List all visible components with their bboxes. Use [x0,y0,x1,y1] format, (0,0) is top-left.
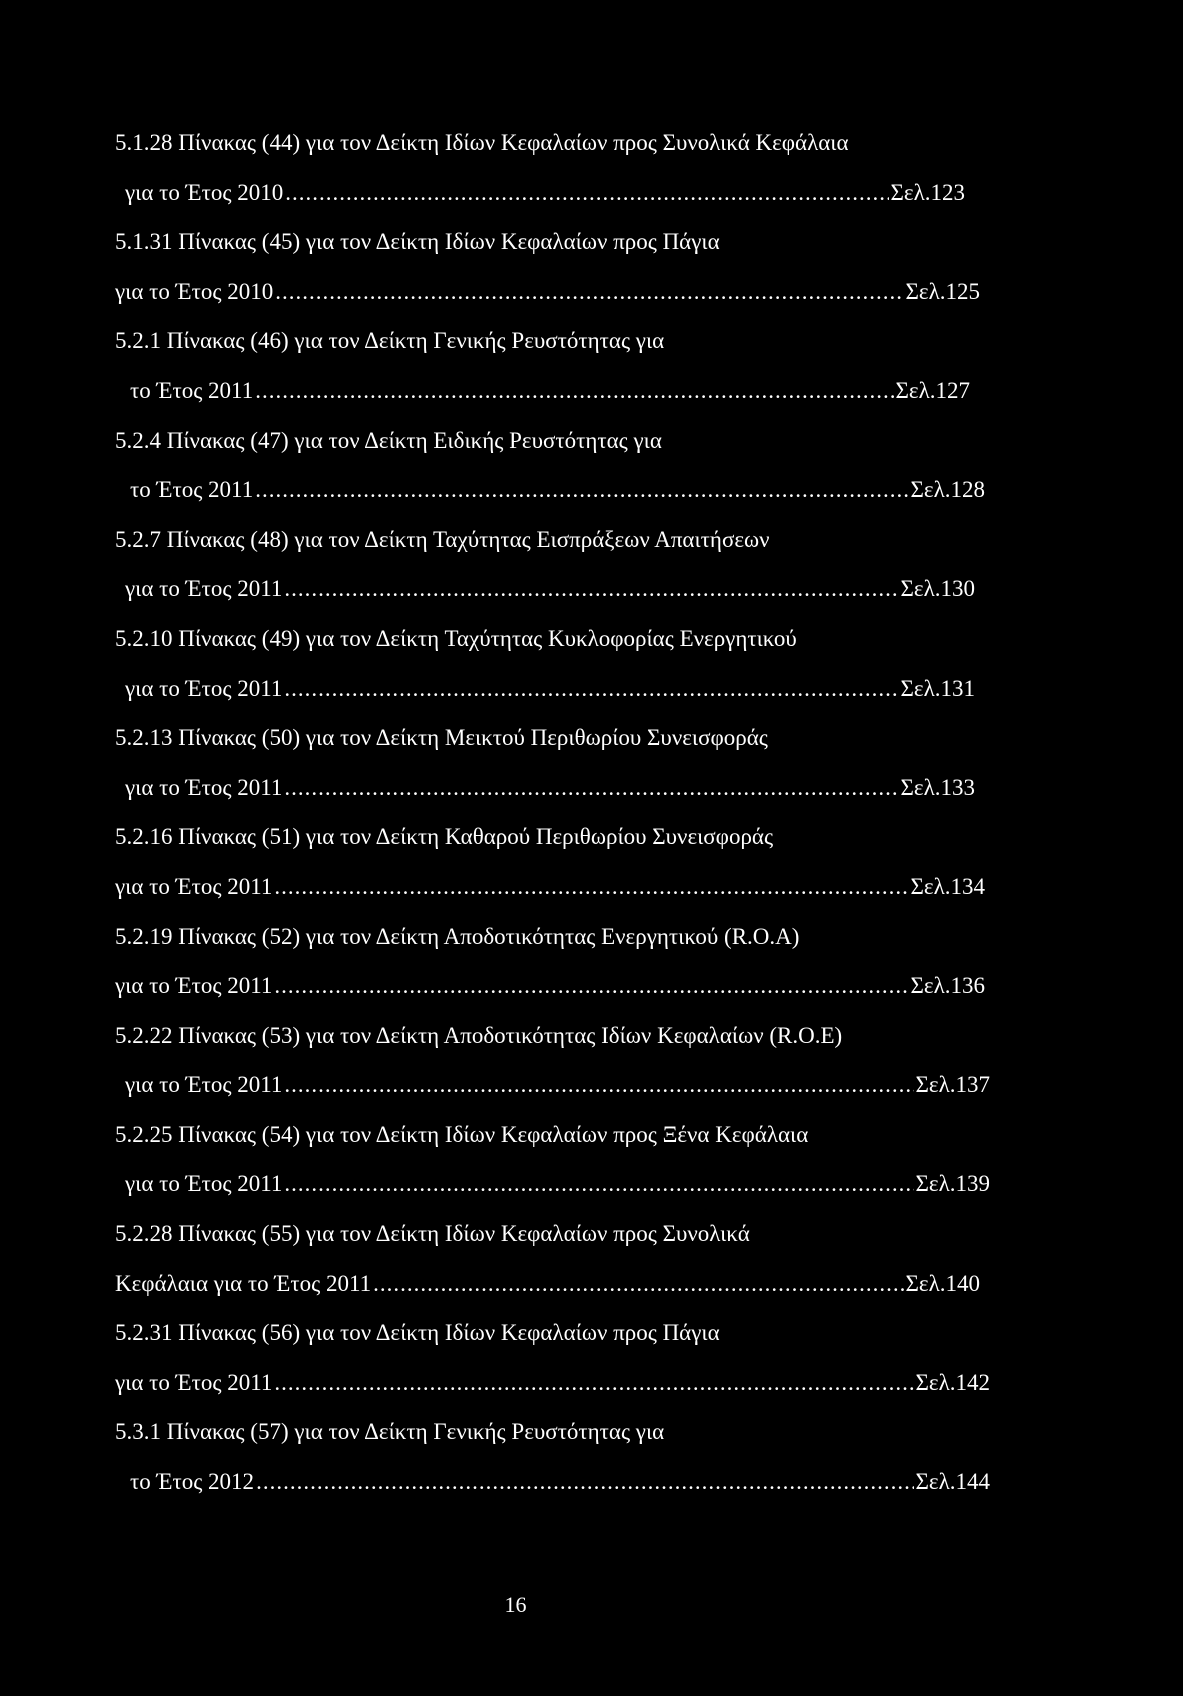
toc-entry-page-line [115,1457,990,1507]
toc-entry-lead: για το Έτος 2011 [125,576,283,602]
toc-entry-lead: για το Έτος 2011 [115,973,273,999]
toc-entry-page: Σελ.142 [915,1369,990,1395]
dot-leader [275,267,903,317]
toc-entry-page: Σελ.134 [910,873,985,899]
table-of-contents [115,118,990,1507]
toc-entry-page-line [115,862,985,912]
toc-entry-page: Σελ.131 [900,675,975,701]
toc-entry-lead: για το Έτος 2010 [115,278,274,304]
toc-entry-page: Σελ.123 [890,179,965,205]
dot-leader [274,862,908,912]
dot-leader [256,1457,913,1507]
toc-entry-page-line [115,961,985,1011]
dot-leader [285,168,888,218]
dot-leader [284,564,898,614]
toc-entry-page-line [115,564,975,614]
toc-entry-page: Σελ.139 [915,1171,990,1197]
toc-entry-page: Σελ.144 [915,1469,990,1495]
toc-entry-page: Σελ.133 [900,774,975,800]
toc-entry-page-line [115,366,970,416]
toc-entry-title: 5.2.1 Πίνακας (46) για τον Δείκτη Γενικής Ρευστότητας για [115,328,665,354]
toc-entry-title: 5.2.19 Πίνακας (52) για τον Δείκτη Αποδοτικότητας Ενεργητικού (R.O.A) [115,923,800,949]
toc-entry-page-line [115,267,980,317]
toc-entry-title: 5.1.31 Πίνακας (45) για τον Δείκτη Ιδίων Κεφαλαίων προς Πάγια [115,229,720,255]
dot-leader [373,1259,903,1309]
dot-leader [284,664,898,714]
toc-entry-title: 5.1.28 Πίνακας (44) για τον Δείκτη Ιδίων Κεφαλαίων προς Συνολικά Κεφάλαια [115,130,849,155]
toc-entry-title: 5.2.25 Πίνακας (54) για τον Δείκτη Ιδίων Κεφαλαίων προς Ξένα Κεφάλαια [115,1121,809,1147]
toc-entry-page: Σελ.130 [900,576,975,602]
toc-entry-lead: για το Έτος 2011 [125,774,283,800]
toc-entry-page-line [115,465,985,515]
toc-entry-title: 5.2.28 Πίνακας (55) για τον Δείκτη Ιδίων Κεφαλαίων προς Συνολικά [115,1221,750,1247]
toc-entry-page-line [115,168,965,218]
toc-entry-lead: για το Έτος 2011 [125,675,283,701]
dot-leader [255,465,908,515]
dot-leader [284,1060,913,1110]
page-number: 16 [504,1592,527,1617]
toc-entry-page: Σελ.128 [910,477,985,503]
toc-entry-title: 5.2.22 Πίνακας (53) για τον Δείκτη Αποδοτικότητας Ιδίων Κεφαλαίων (R.O.E) [115,1022,843,1048]
toc-entry-lead: για το Έτος 2011 [115,873,273,899]
toc-entry-lead: Κεφάλαια για το Έτος 2011 [115,1270,372,1296]
toc-entry-lead: για το Έτος 2011 [125,1072,283,1098]
toc-entry-page: Σελ.127 [895,377,970,403]
toc-entry-page: Σελ.140 [905,1270,980,1296]
toc-entry-page-line [115,1060,990,1110]
toc-entry-page-line [115,664,975,714]
toc-entry-lead: για το Έτος 2011 [115,1369,273,1395]
toc-entry-page-line [115,1259,980,1309]
toc-entry-title: 5.3.1 Πίνακας (57) για τον Δείκτη Γενικής Ρευστότητας για [115,1419,665,1445]
toc-entry-lead: το Έτος 2011 [130,477,254,503]
toc-entry-page-line [115,763,975,813]
dot-leader [274,1358,913,1408]
toc-entry-title: 5.2.10 Πίνακας (49) για τον Δείκτη Ταχύτητας Κυκλοφορίας Ενεργητικού [115,625,797,651]
toc-entry-lead: για το Έτος 2010 [125,179,284,205]
dot-leader [255,366,893,416]
dot-leader [284,763,898,813]
toc-entry-page: Σελ.136 [910,973,985,999]
toc-entry-title: 5.2.31 Πίνακας (56) για τον Δείκτη Ιδίων Κεφαλαίων προς Πάγια [115,1320,720,1346]
toc-entry-page: Σελ.137 [915,1072,990,1098]
toc-entry-page: Σελ.125 [905,278,980,304]
toc-entry-lead: το Έτος 2012 [130,1469,255,1495]
toc-entry-lead: για το Έτος 2011 [125,1171,283,1197]
toc-entry-title: 5.2.4 Πίνακας (47) για τον Δείκτη Ειδικής Ρευστότητας για [115,427,662,453]
toc-entry-title: 5.2.7 Πίνακας (48) για τον Δείκτη Ταχύτητας Εισπράξεων Απαιτήσεων [115,526,770,552]
toc-entry-lead: το Έτος 2011 [130,377,254,403]
dot-leader [274,961,908,1011]
dot-leader [284,1159,913,1209]
toc-entry-title: 5.2.13 Πίνακας (50) για τον Δείκτη Μεικτού Περιθωρίου Συνεισφοράς [115,725,768,751]
toc-entry-page-line [115,1159,990,1209]
toc-entry-title: 5.2.16 Πίνακας (51) για τον Δείκτη Καθαρού Περιθωρίου Συνεισφοράς [115,824,774,850]
toc-entry-page-line [115,1358,990,1408]
